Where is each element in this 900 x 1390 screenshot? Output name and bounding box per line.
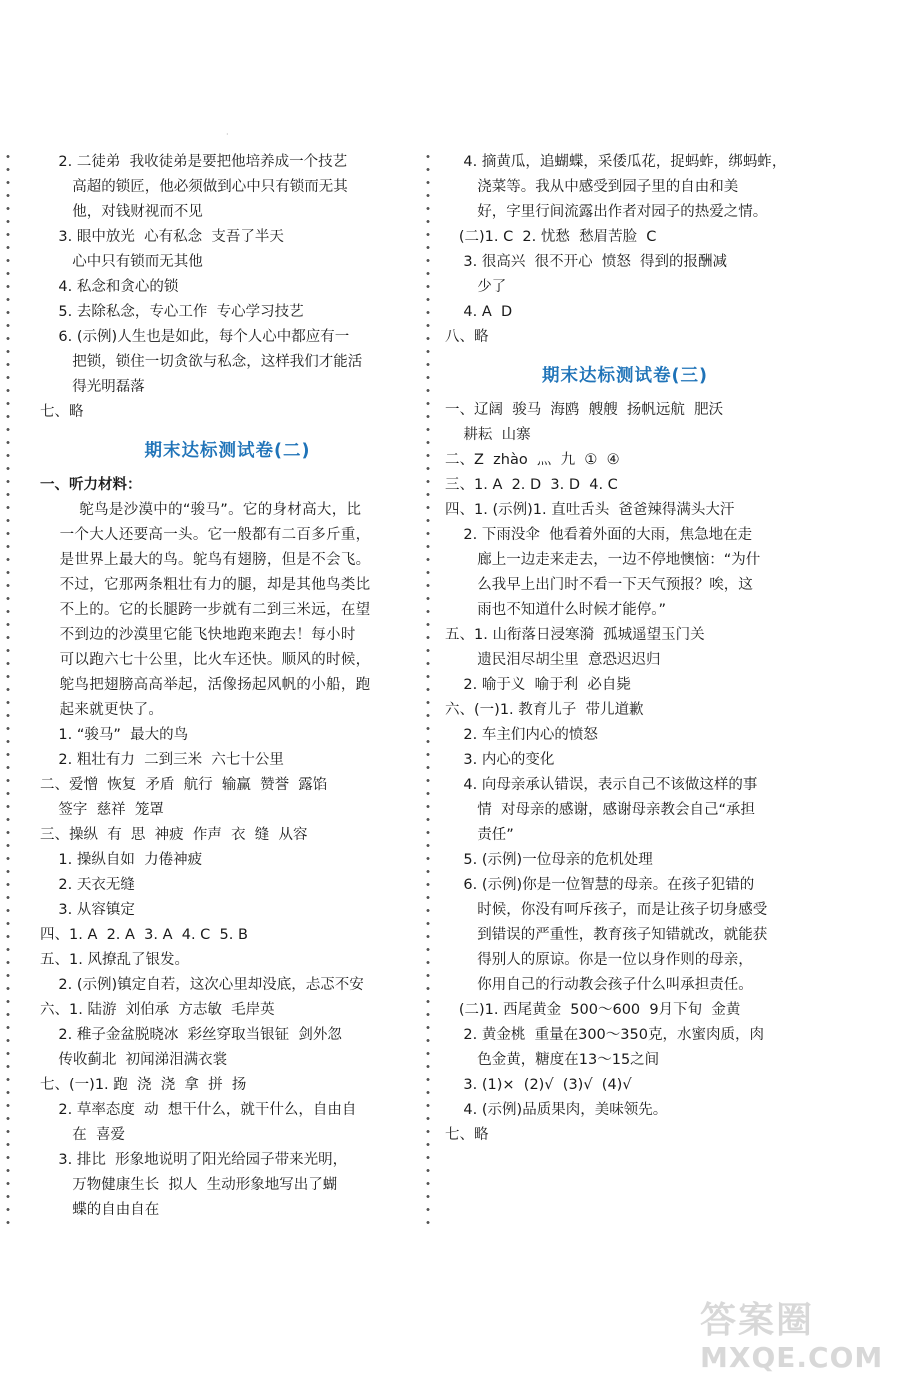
answer-line: 可以跑六七十公里，比火车还快。顺风的时候， bbox=[40, 652, 371, 668]
answer-line: 浇菜等。我从中感受到园子里的自由和美 bbox=[445, 179, 739, 195]
answer-line: 七、(一)1. 跑 浇 浇 拿 拼 扬 bbox=[40, 1077, 247, 1093]
answer-line: 2. 二徒弟 我收徒弟是要把他培养成一个技艺 bbox=[40, 154, 348, 170]
answer-line: 3. 很高兴 很不开心 愤怒 得到的报酬减 bbox=[445, 254, 728, 270]
answer-line: 3. 排比 形象地说明了阳光给园子带来光明， bbox=[40, 1152, 348, 1168]
watermark-text: 答案圈 bbox=[700, 1300, 815, 1341]
answer-line: 2. (示例)镇定自若，这次心里却没底，忐忑不安 bbox=[40, 977, 364, 993]
answer-line: 2. 下雨没伞 他看着外面的大雨，焦急地在走 bbox=[445, 527, 753, 543]
answer-line: 二、爱憎 恢复 矛盾 航行 输赢 赞誉 露馅 bbox=[40, 777, 328, 793]
answer-line: 2. 粗壮有力 二到三米 六七十公里 bbox=[40, 752, 284, 768]
right-column bbox=[445, 150, 805, 1148]
answer-line: 起来就更快了。 bbox=[40, 702, 164, 718]
answer-line: 鸵鸟把翅膀高高举起，活像扬起风帆的小船，跑 bbox=[40, 677, 371, 693]
answer-line: 遗民泪尽胡尘里 意恐迟迟归 bbox=[445, 652, 661, 668]
answer-line: 传收蓟北 初闻涕泪满衣裳 bbox=[40, 1052, 228, 1068]
answer-line: 蝶的自由自在 bbox=[40, 1202, 160, 1218]
answer-line: 时候，你没有呵斥孩子，而是让孩子切身感受 bbox=[445, 902, 768, 918]
answer-line: 好，字里行间流露出作者对园子的热爱之情。 bbox=[445, 204, 768, 220]
answer-line: 六、(一)1. 教育儿子 带儿道歉 bbox=[445, 702, 644, 718]
answer-line: 4. (示例)品质果肉，美味领先。 bbox=[445, 1102, 668, 1118]
left-column bbox=[40, 150, 415, 1223]
watermark-logo bbox=[700, 1300, 890, 1380]
answer-line: 1. “骏马” 最大的鸟 bbox=[40, 727, 189, 743]
answer-line: 他，对钱财视而不见 bbox=[40, 204, 203, 220]
answer-line: 心中只有锁而无其他 bbox=[40, 254, 203, 270]
answer-line: 5. 去除私念，专心工作 专心学习技艺 bbox=[40, 304, 304, 320]
page-mark: · bbox=[226, 130, 229, 139]
answer-line: 在 喜爱 bbox=[40, 1127, 125, 1143]
answer-line: 4. 向母亲承认错误，表示自己不该做这样的事 bbox=[445, 777, 758, 793]
answer-line: 3. 内心的变化 bbox=[445, 752, 555, 768]
answer-line: 2. 稚子金盆脱晓冰 彩丝穿取当银钲 剑外忽 bbox=[40, 1027, 342, 1043]
answer-line: 责任” bbox=[445, 827, 514, 843]
answer-line: 6. (示例)你是一位智慧的母亲。在孩子犯错的 bbox=[445, 877, 755, 893]
answer-line: 4. A D bbox=[445, 304, 513, 320]
answer-line: 得别人的原谅。你是一位以身作则的母亲， bbox=[445, 952, 753, 968]
answer-line: 一个大人还要高一头。它一般都有二百多斤重， bbox=[40, 527, 371, 543]
answer-line: 3. (1)× (2)√ (3)√ (4)√ bbox=[445, 1077, 632, 1093]
answer-line: 四、1. A 2. A 3. A 4. C 5. B bbox=[40, 927, 248, 943]
answer-line: 4. 摘黄瓜，追蝴蝶，采倭瓜花，捉蚂蚱，绑蚂蚱， bbox=[445, 154, 787, 170]
answer-line: 四、1. (示例)1. 直吐舌头 爸爸辣得满头大汗 bbox=[445, 502, 735, 518]
answer-line: 耕耘 山寨 bbox=[445, 427, 531, 443]
answer-line: 廊上一边走来走去，一边不停地懊恼：“为什 bbox=[445, 552, 761, 568]
answer-line: 把锁，锁住一切贪欲与私念，这样我们才能活 bbox=[40, 354, 363, 370]
answer-line: 情 对母亲的感谢，感谢母亲教会自己“承担 bbox=[445, 802, 755, 818]
answer-line: 2. 黄金桃 重量在300～350克，水蜜肉质，肉 bbox=[445, 1027, 764, 1043]
answer-line: 2. 喻于义 喻于利 必自毙 bbox=[445, 677, 631, 693]
answer-line: 色金黄，糖度在13～15之间 bbox=[445, 1052, 660, 1068]
answer-line: (二)1. C 2. 忧愁 愁眉苦脸 C bbox=[445, 229, 657, 245]
answer-line: 签字 慈祥 笼罩 bbox=[40, 802, 164, 818]
answer-line: 5. (示例)一位母亲的危机处理 bbox=[445, 852, 653, 868]
section-title: 期末达标测试卷(三) bbox=[542, 366, 708, 386]
answer-line: 三、1. A 2. D 3. D 4. C bbox=[445, 477, 618, 493]
binding-dots-middle bbox=[426, 150, 430, 1230]
answer-line: (二)1. 西尾黄金 500～600 9月下旬 金黄 bbox=[445, 1002, 741, 1018]
answer-line: 是世界上最大的鸟。鸵鸟有翅膀，但是不会飞。 bbox=[40, 552, 371, 568]
answer-line: 七、略 bbox=[445, 1127, 489, 1143]
answer-line: 三、操纵 有 思 神疲 作声 衣 缝 从容 bbox=[40, 827, 308, 843]
answer-line: 么我早上出门时不看一下天气预报？唉，这 bbox=[445, 577, 753, 593]
answer-line: 一、听力材料： bbox=[40, 477, 142, 493]
answer-line: 鸵鸟是沙漠中的“骏马”。它的身材高大，比 bbox=[40, 502, 362, 518]
answer-line: 二、Z zhào 灬 九 ① ④ bbox=[445, 452, 620, 468]
answer-line: 到错误的严重性，教育孩子知错就改，就能获 bbox=[445, 927, 768, 943]
answer-line: 你用自己的行动教会孩子什么叫承担责任。 bbox=[445, 977, 753, 993]
answer-line: 五、1. 山衔落日浸寒漪 孤城遥望玉门关 bbox=[445, 627, 705, 643]
answer-line: 2. 车主们内心的愤怒 bbox=[445, 727, 598, 743]
answer-line: 雨也不知道什么时候才能停。” bbox=[445, 602, 667, 618]
answer-line: 3. 从容镇定 bbox=[40, 902, 135, 918]
answer-line: 不到边的沙漠里它能飞快地跑来跑去！每小时 bbox=[40, 627, 356, 643]
answer-line: 五、1. 风撩乱了银发。 bbox=[40, 952, 189, 968]
answer-line: 一、辽阔 骏马 海鸥 艘艘 扬帆远航 肥沃 bbox=[445, 402, 724, 418]
answer-line: 七、略 bbox=[40, 404, 84, 420]
answer-line: 3. 眼中放光 心有私念 支吾了半天 bbox=[40, 229, 284, 245]
answer-line: 不上的。它的长腿跨一步就有二到三米远，在望 bbox=[40, 602, 371, 618]
answer-line: 2. 天衣无缝 bbox=[40, 877, 135, 893]
watermark-url: MXQE.COM bbox=[700, 1341, 884, 1374]
answer-line: 1. 操纵自如 力倦神疲 bbox=[40, 852, 203, 868]
answer-line: 万物健康生长 拟人 生动形象地写出了蝴 bbox=[40, 1177, 338, 1193]
answer-line: 六、1. 陆游 刘伯承 方志敏 毛岸英 bbox=[40, 1002, 275, 1018]
answer-line: 八、略 bbox=[445, 329, 489, 345]
answer-line: 4. 私念和贪心的锁 bbox=[40, 279, 179, 295]
section-title: 期末达标测试卷(二) bbox=[144, 441, 311, 461]
binding-dots-left bbox=[6, 150, 10, 1230]
answer-line: 2. 草率态度 动 想干什么，就干什么，自由自 bbox=[40, 1102, 357, 1118]
answer-line: 不过，它那两条粗壮有力的腿，却是其他鸟类比 bbox=[40, 577, 371, 593]
answer-line: 得光明磊落 bbox=[40, 379, 145, 395]
answer-line: 6. (示例)人生也是如此，每个人心中都应有一 bbox=[40, 329, 350, 345]
answer-line: 少了 bbox=[445, 279, 507, 295]
answer-line: 高超的锁匠，他必须做到心中只有锁而无其 bbox=[40, 179, 348, 195]
